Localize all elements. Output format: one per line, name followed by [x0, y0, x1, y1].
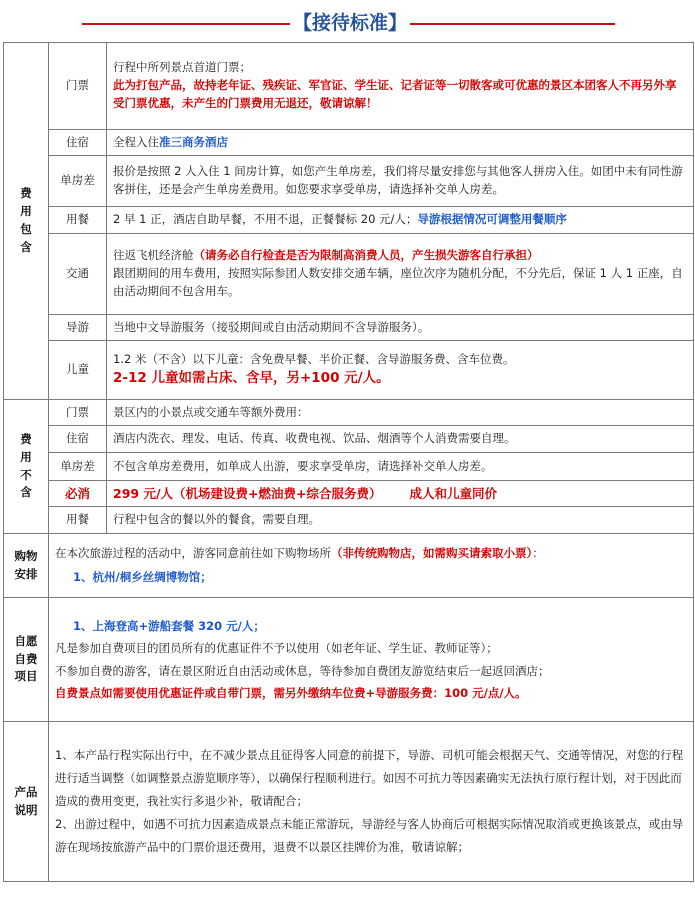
- included-transport-line2: 跟团期间的用车费用，按照实际参团人数安排交通车辆，座位次序为随机分配，不分先后，保证 1 人 1 正座，自由活动期间不包含用车。: [113, 266, 683, 298]
- included-transport-line1-prefix: 往返飞机经济舱: [113, 248, 194, 263]
- excluded-single-text: 不包含单房差费用，如单成人出游，要求享受单房，请选择补交单人房差。: [107, 453, 694, 481]
- excluded-meal-row: [4, 507, 694, 534]
- included-ticket-row: [4, 43, 694, 130]
- optional-line3: 不参加自费的游客，请在景区附近自由活动或休息，等待参加自费团友游览结束后一起返回酒店；: [55, 663, 550, 678]
- excluded-must-label: 必消: [49, 481, 107, 507]
- included-single-label: 单房差: [49, 156, 107, 207]
- included-hotel-cell: [107, 130, 694, 156]
- section-included-label: 费 用 包 含: [4, 43, 49, 400]
- notes-row: [4, 722, 694, 882]
- shopping-row: [4, 534, 694, 598]
- included-ticket-line2: 此为打包产品，故持老年证、残疾证、军官证、学生证、记者证等一切散客或可优惠的景区本团客人不再另外享受门票优惠，未产生的门票费用无退还，敬请谅解！: [113, 78, 677, 110]
- page-title: 【接待标准】: [292, 12, 407, 34]
- title-divider-left: [82, 23, 290, 25]
- excluded-ticket-row: [4, 400, 694, 426]
- optional-line4: 自费景点如需要使用优惠证件或自带门票，需另外缴纳车位费+导游服务费：100 元/点/人。: [55, 685, 527, 700]
- included-transport-cell: [107, 234, 694, 315]
- included-child-label: 儿童: [49, 341, 107, 400]
- included-single-row: [4, 156, 694, 207]
- included-child-row: [4, 341, 694, 400]
- excluded-meal-text: 行程中包含的餐以外的餐食，需要自理。: [107, 507, 694, 534]
- included-ticket-label: 门票: [49, 43, 107, 130]
- shopping-line1-note: （非传统购物店，如需购买请索取小票）: [331, 545, 533, 560]
- included-hotel-label: 住宿: [49, 130, 107, 156]
- included-single-text: 报价是按照 2 人入住 1 间房计算，如您产生单房差，我们将尽量安排您与其他客人拼房入住。如团中未有同性游客拼住，还是会产生单房差费用。如您要求享受单房，请选择补交单人房差。: [107, 156, 694, 207]
- excluded-hotel-row: [4, 426, 694, 453]
- included-hotel-prefix: 全程入住: [113, 134, 159, 149]
- section-shopping-label: 购物 安排: [4, 534, 49, 598]
- notes-p1: 1、本产品行程实际出行中，在不减少景点且征得客人同意的前提下，导游、司机可能会根据天气、交通等情况，对您的行程进行适当调整（如调整景点游览顺序等），以确保行程顺利进行。如因不可抗力等因素确实无法执行原行程计划，对于因此而造成的费用变更，我社实行多退少补，敬请配合；: [55, 748, 684, 808]
- excluded-must-text: 299 元/人（机场建设费+燃油费+综合服务费）: [113, 485, 382, 501]
- shopping-item1: 1、杭州/桐乡丝绸博物馆；: [73, 569, 212, 584]
- included-meal-cell: [107, 207, 694, 234]
- included-guide-label: 导游: [49, 315, 107, 341]
- excluded-hotel-text: 酒店内洗衣、理发、电话、传真、收费电视、饮品、烟酒等个人消费需要自理。: [107, 426, 694, 453]
- included-transport-row: [4, 234, 694, 315]
- optional-row: [4, 598, 694, 722]
- excluded-ticket-text: 景区内的小景点或交通车等额外费用：: [107, 400, 694, 426]
- included-meal-text: 2 早 1 正，酒店自助早餐，不用不退，正餐餐标 20 元/人；: [113, 212, 418, 227]
- included-child-line1: 1.2 米（不含）以下儿童：含免费早餐、半价正餐、含导游服务费、含车位费。: [113, 351, 515, 366]
- excluded-ticket-label: 门票: [49, 400, 107, 426]
- excluded-hotel-label: 住宿: [49, 426, 107, 453]
- excluded-must-cell: [107, 481, 694, 507]
- excluded-single-row: [4, 453, 694, 481]
- included-guide-row: [4, 315, 694, 341]
- included-guide-text: 当地中文导游服务（接驳期间或自由活动期间不含导游服务）。: [107, 315, 694, 341]
- included-hotel-row: [4, 130, 694, 156]
- reception-standard-table: [3, 42, 694, 882]
- excluded-must-note: 成人和儿童同价: [409, 485, 497, 501]
- included-transport-label: 交通: [49, 234, 107, 315]
- section-excluded-label: 费 用 不 含: [4, 400, 49, 534]
- shopping-line1-suffix: ：: [532, 545, 544, 560]
- included-meal-label: 用餐: [49, 207, 107, 234]
- included-meal-row: [4, 207, 694, 234]
- included-ticket-cell: [107, 43, 694, 130]
- optional-item1: 1、上海登高+游船套餐 320 元/人；: [73, 618, 265, 633]
- included-transport-line1-note: （请务必自行检查是否为限制高消费人员，产生损失游客自行承担）: [193, 248, 539, 263]
- notes-cell: [49, 722, 694, 882]
- title-row: [0, 8, 695, 38]
- shopping-cell: [49, 534, 694, 598]
- notes-p2: 2、出游过程中，如遇不可抗力因素造成景点未能正常游玩，导游经与客人协商后可根据实际情况取消或更换该景点，或由导游在现场按旅游产品中的门票价退还费用，退费不以景区挂牌价为准，敬请谅解；: [55, 817, 684, 854]
- optional-cell: [49, 598, 694, 722]
- excluded-single-label: 单房差: [49, 453, 107, 481]
- optional-line2: 凡是参加自费项目的团员所有的优惠证件不予以使用（如老年证、学生证、教师证等）；: [55, 641, 498, 656]
- title-divider-right: [410, 23, 615, 25]
- excluded-meal-label: 用餐: [49, 507, 107, 534]
- shopping-line1-prefix: 在本次旅游过程的活动中，游客同意前往如下购物场所: [55, 545, 331, 560]
- section-notes-label: 产品 说明: [4, 722, 49, 882]
- section-optional-label: 自愿 自费 项目: [4, 598, 49, 722]
- included-meal-note: 导游根据情况可调整用餐顺序: [417, 212, 567, 227]
- excluded-must-row: [4, 481, 694, 507]
- included-hotel-name: 准三商务酒店: [159, 134, 228, 149]
- included-child-line2: 2-12 儿童如需占床、含早，另+100 元/人。: [113, 370, 390, 387]
- included-ticket-line1: 行程中所列景点首道门票；: [113, 60, 251, 75]
- included-child-cell: [107, 341, 694, 400]
